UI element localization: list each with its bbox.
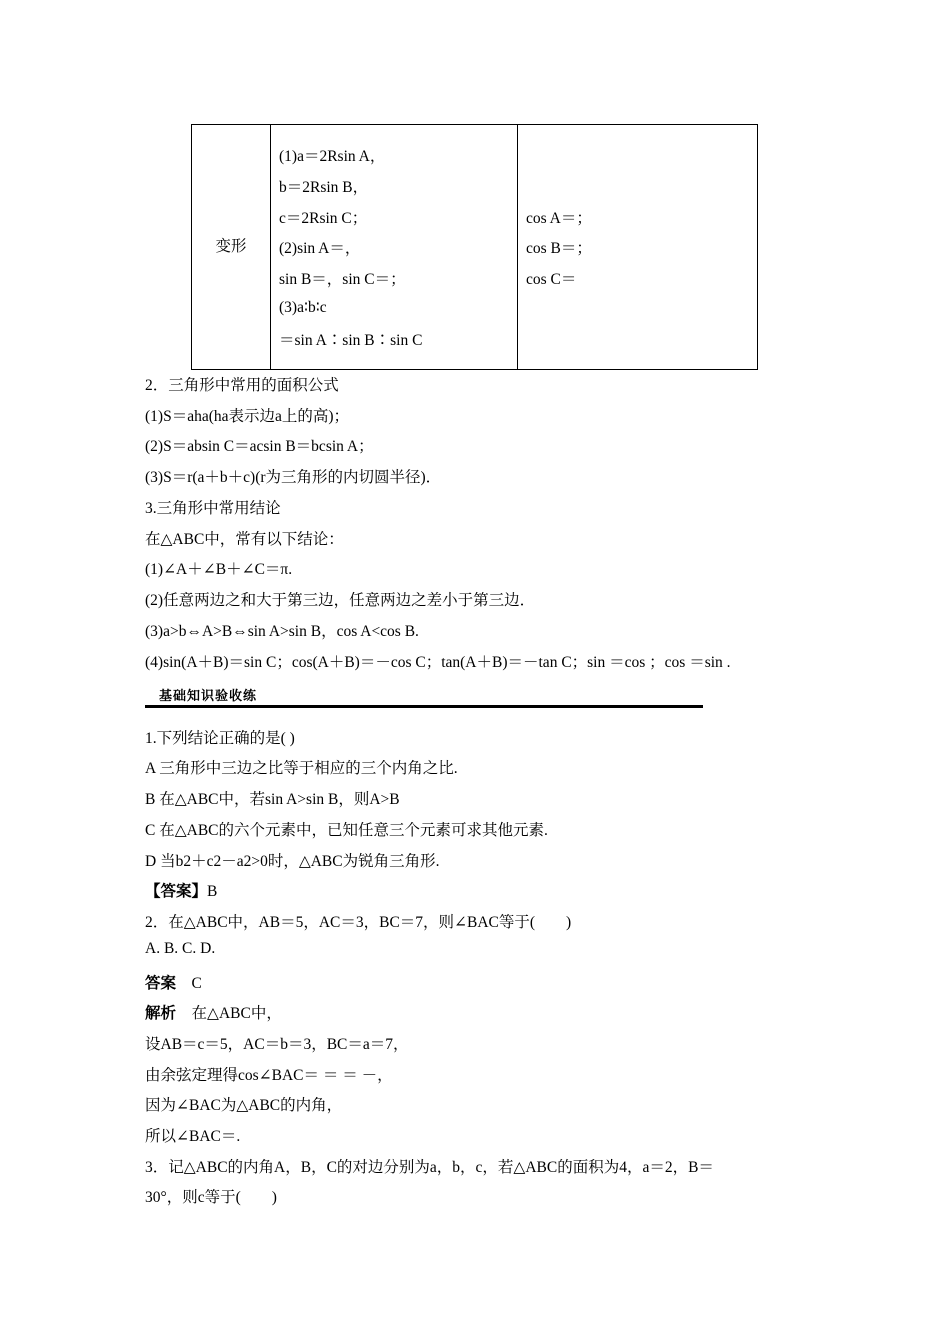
section2-heading: 2．三角形中常用的面积公式 — [145, 377, 339, 394]
table-left-cell — [270, 125, 518, 369]
q2-answer-label: 答案 — [145, 975, 177, 992]
section-banner — [145, 683, 703, 709]
table-right-line: cos A＝； — [526, 210, 592, 227]
table-label-cell — [192, 125, 271, 369]
area-formula-2: (2)S＝absin C＝acsin B＝bcsin A； — [145, 438, 374, 455]
conclusion-3: (3)a>b⇔A>B⇔sin A>sin B，cos A<cos B. — [145, 623, 419, 640]
q1-answer-label: 【答案】 — [145, 883, 208, 900]
q2-analysis-label: 解析 — [145, 1005, 177, 1022]
table-right-cell — [517, 125, 757, 369]
q3-stem-line2: 30°，则c等于( ) — [145, 1189, 277, 1206]
banner-rule — [145, 705, 703, 708]
q1-option-a: A 三角形中三边之比等于相应的三个内角之比. — [145, 760, 458, 777]
q1-stem: 1.下列结论正确的是( ) — [145, 730, 295, 747]
q2-step-3: 因为∠BAC为△ABC的内角， — [145, 1097, 343, 1114]
conclusion-1: (1)∠A＋∠B＋∠C＝π. — [145, 561, 293, 578]
formula-table — [191, 124, 758, 370]
table-left-line: sin B＝，sin C＝； — [279, 271, 406, 288]
conclusion-2: (2)任意两边之和大于第三边，任意两边之差小于第三边． — [145, 592, 536, 609]
q2-step-2: 由余弦定理得cos∠BAC＝ ＝ ＝ －， — [145, 1067, 393, 1084]
q1-option-b: B 在△ABC中，若sin A>sin B，则A>B — [145, 791, 400, 808]
section3-intro: 在△ABC中，常有以下结论： — [145, 531, 344, 548]
table-left-line: b＝2Rsin B， — [279, 179, 369, 196]
area-formula-1: (1)S＝aha(ha表示边a上的高)； — [145, 408, 350, 425]
q2-answer-value: C — [191, 975, 202, 992]
area-formula-3: (3)S＝r(a＋b＋c)(r为三角形的内切圆半径)． — [145, 469, 442, 486]
q2-step-4: 所以∠BAC＝. — [145, 1128, 241, 1145]
q2-stem: 2．在△ABC中，AB＝5，AC＝3，BC＝7，则∠BAC等于( ) — [145, 914, 572, 931]
table-left-line: c＝2Rsin C； — [279, 210, 368, 227]
q2-analysis-intro: 在△ABC中， — [191, 1005, 282, 1022]
table-left-line: (1)a＝2Rsin A， — [279, 148, 386, 165]
q1-answer-value: B — [207, 883, 218, 900]
conclusion-4: (4)sin(A＋B)＝sin C；cos(A＋B)＝－cos C；tan(A＋B)＝－tan C；sin ＝cos ；cos ＝sin . — [145, 654, 731, 671]
table-left-line: (3)a∶b∶c — [279, 299, 327, 316]
table-left-line: (2)sin A＝， — [279, 240, 361, 257]
q1-option-c: C 在△ABC的六个元素中，已知任意三个元素可求其他元素. — [145, 822, 548, 839]
table-left-line: ＝sin A∶sin B∶sin C — [279, 332, 423, 349]
table-right-line: cos C＝ — [526, 271, 577, 288]
banner-title: 基础知识验收练 — [159, 689, 258, 704]
q2-answer — [145, 971, 202, 993]
q1-option-d: D 当b2＋c2－a2>0时，△ABC为锐角三角形. — [145, 853, 440, 870]
q3-stem-line1: 3．记△ABC的内角A，B，C的对边分别为a，b，c，若△ABC的面积为4，a＝2，B＝ — [145, 1159, 714, 1176]
q2-step-1: 设AB＝c＝5，AC＝b＝3，BC＝a＝7， — [145, 1036, 409, 1053]
section3-heading: 3.三角形中常用结论 — [145, 500, 281, 517]
table-label: 变形 — [215, 238, 247, 255]
q1-answer — [145, 879, 217, 901]
q2-options: A. B. C. D. — [145, 940, 216, 957]
q2-analysis — [145, 1001, 282, 1023]
table-right-line: cos B＝； — [526, 240, 592, 257]
